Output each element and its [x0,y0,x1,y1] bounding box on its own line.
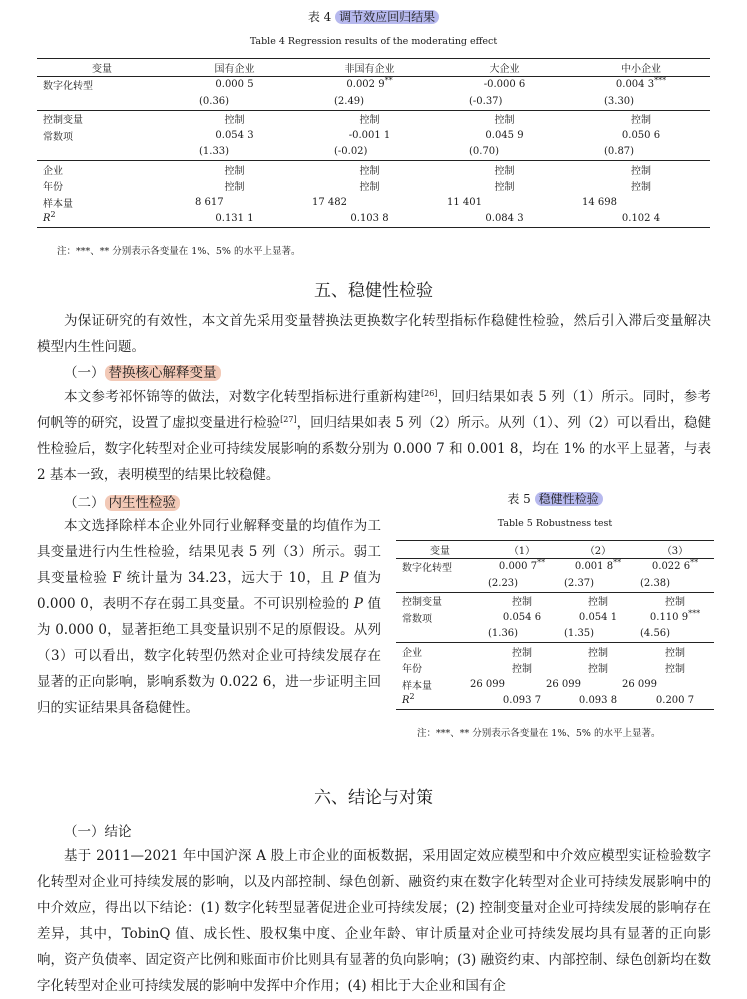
table-cell: 14 698 [582,196,617,208]
section5-sub2-paragraph: 本文选择除样本企业外同行业解释变量的均值作为工具变量进行内生性检验，结果见表 5 列（3）所示。弱工具变量检验 F 统计量为 34.23，远大于 10，且 P 值为 0.000 0，表明不存在弱工具变量。不可识别检验的 P 值为 0.000 0，显著拒绝工具变量识别不足的原假设。从列（3）可以看出，数字化转型仍然对企业可持续发展存在显著的正向影响，影响系数为 0.022 6，进一步证明主回归的实证结果具备稳健性。 [37,518,381,716]
table-cell: 26 099 [470,678,505,690]
table-cell: 0.022 6** [651,558,699,573]
table-cell: 0.102 4 [572,211,710,228]
table4-header-row [37,59,710,77]
table-cell: -0.000 6 [483,79,526,91]
table-row [396,676,714,693]
table-cell: 控制 [588,664,608,676]
table5 [396,540,714,710]
table-row [37,194,710,211]
table-cell: 0.004 3*** [615,76,667,91]
table-cell: 0.054 3 [215,129,254,141]
table-cell: 控制 [437,110,572,127]
table-cell: (3.30) [604,95,635,107]
table-cell: 26 099 [546,678,581,690]
table-cell: 控制 [224,182,245,194]
table-row [37,93,710,110]
table-cell: (-0.37) [469,95,503,107]
table-cell: 企业 [37,161,167,178]
table-cell: 常数项 [43,131,73,143]
table-cell: 控制变量 [37,110,167,127]
table-cell: 数字化转型 [402,563,452,575]
table-row [37,110,710,127]
section5-intro: 为保证研究的有效性，本文首先采用变量替换法更换数字化转型指标作稳健性检验，然后引入滞后变量解决模型内生性问题。 [37,313,711,355]
table4-header: 中小企业 [572,59,710,77]
table5-header: （1） [484,541,560,559]
table-row [396,643,714,660]
table-cell: 控制 [636,643,714,660]
table-row [396,558,714,575]
table-cell: 11 401 [447,196,482,208]
table4-label: 表 4 [307,10,332,24]
table-cell: (2.23) [488,577,519,589]
table-row [37,161,710,178]
table-cell: 控制变量 [396,592,484,609]
table-cell: (1.36) [488,628,519,640]
table-cell: 常数项 [402,613,432,625]
table5-label: 表 5 [507,492,531,506]
table-cell: 0.103 8 [302,211,437,228]
table-cell: 控制 [560,592,636,609]
table-cell: (2.37) [564,577,595,589]
section6-title: 六、结论与对策 [314,788,433,808]
table-cell: 控制 [560,643,636,660]
table-cell: 0.002 9** [346,76,393,91]
table-cell: 0.093 8 [560,693,636,710]
table4-caption [0,8,747,25]
section5-title: 五、稳健性检验 [314,281,433,301]
table-row [37,76,710,93]
table-cell: 0.000 5 [215,79,254,91]
table-cell: 控制 [512,664,532,676]
table-row [396,592,714,609]
table-cell: 企业 [396,643,484,660]
table-cell: (0.87) [604,146,635,158]
section5-sub2-heading: （二） 内生性检验 [64,491,180,511]
table-cell: (-0.02) [334,146,368,158]
table-cell: 控制 [302,110,437,127]
table4-header: 非国有企业 [302,59,437,77]
table-cell: $R^2$ [396,693,484,710]
table-cell: 0.045 9 [485,129,524,141]
table-row [37,144,710,161]
table4 [37,58,710,228]
table5-caption [396,490,714,507]
table5-title: 稳健性检验 [535,492,603,506]
table-cell: 0.001 8** [574,558,622,573]
table4-header: 大企业 [437,59,572,77]
table-cell: 0.050 6 [621,129,661,141]
table-cell: 0.093 7 [484,693,560,710]
table-cell: 控制 [167,110,302,127]
table-cell: 0.054 1 [578,611,618,623]
table-row [396,693,714,710]
table-cell: 控制 [572,161,710,178]
table-cell: 样本量 [402,680,432,692]
section5-sub1-title: 替换核心解释变量 [105,365,221,381]
table-cell: 控制 [631,182,651,194]
table-cell: (1.33) [199,146,230,158]
table-row [396,575,714,592]
table-cell: 0.000 7** [498,558,546,573]
table-cell: 数字化转型 [43,81,93,93]
table-cell: 0.131 1 [167,211,302,228]
table4-header: 国有企业 [167,59,302,77]
table-cell: 0.054 6 [502,611,542,623]
table5-note: 注：***、** 分别表示各变量在 1%、5% 的水平上显著。 [417,728,661,739]
table-row [37,178,710,195]
table-cell: 0.110 9*** [649,608,701,623]
section5-sub2-title: 内生性检验 [105,495,181,511]
table-row [396,626,714,643]
section5-sub1-paragraph: 本文参考祁怀锦等的做法，对数字化转型指标进行重新构建[26]，回归结果如表 5 列（1）所示。同时，参考何帆等的研究，设置了虚拟变量进行检验[27]，回归结果如表 5 列（2）所示。从列（1）、列（2）可以看出，稳健性检验后，数字化转型对企业可持续发展影响的系数分别为 0.000 7 和 0.001 8，均在 1% 的水平上显著，与表 2 基本一致，表明模型的结果比较稳健。 [37,389,711,483]
table-cell: (0.70) [469,146,500,158]
table-cell: 控制 [572,110,710,127]
table-row [396,609,714,626]
table5-header-row [396,541,714,559]
table-row [37,211,710,228]
table-cell: 控制 [484,643,560,660]
table4-title: 调节效应回归结果 [335,10,439,24]
table-cell: 控制 [302,161,437,178]
table4-header: 变量 [37,59,167,77]
section6-paragraph: 基于 2011—2021 年中国沪深 A 股上市企业的面板数据，采用固定效应模型和中介效应模型实证检验数字化转型对企业可持续发展的影响，以及内部控制、绿色创新、融资约束在数字化转型对企业可持续发展影响中的中介效应，得出以下结论：(1) 数字化转型显著促进企业可持续发展；(2) 控制变量对企业可持续发展的影响存在差异，其中，TobinQ 值、成长性、股权集中度、企业年龄、审计质量对企业可持续发展均具有显著的正向影响，资产负债率、固定资产比例和账面市价比则具有显著的负向影响；(3) 融资约束、内部控制、绿色创新均在数字化转型对企业可持续发展的影响中发挥中介作用；(4) 相比于大企业和国有企 [37,848,711,994]
table-cell: 控制 [494,182,515,194]
table-row [37,127,710,144]
table-cell: 年份 [43,182,63,194]
table-cell: (2.38) [640,577,671,589]
table5-header: 变量 [396,541,484,559]
table-cell: 0.200 7 [636,693,714,710]
table-cell: -0.001 1 [348,129,391,141]
section6-sub1-heading: （一）结论 [64,824,132,840]
table-cell: (4.56) [640,628,671,640]
table5-header: （3） [636,541,714,559]
table-cell: 控制 [636,592,714,609]
table5-header: （2） [560,541,636,559]
table-cell: 样本量 [43,198,73,210]
table-cell: 26 099 [622,678,657,690]
table-cell: (1.35) [564,628,595,640]
table-cell: 控制 [437,161,572,178]
table-cell: 控制 [665,664,685,676]
table-cell: 8 617 [195,196,224,208]
table-cell: 控制 [484,592,560,609]
table-cell: 控制 [167,161,302,178]
table4-note: 注：***、** 分别表示各变量在 1%、5% 的水平上显著。 [57,246,301,257]
section5-sub1-heading: （一） 替换核心解释变量 [64,361,221,381]
table-cell: 控制 [359,182,380,194]
table-cell: $R^2$ [37,211,167,228]
table-cell: 0.084 3 [437,211,572,228]
table4-title-en: Table 4 Regression results of the moderating effect [249,36,498,47]
section6-sub1-title: 结论 [104,824,132,840]
table-row [396,660,714,677]
table5-title-en: Table 5 Robustness test [497,518,613,529]
table-cell: (2.49) [334,95,365,107]
table-cell: (0.36) [199,95,230,107]
table-cell: 年份 [402,664,422,676]
table-cell: 17 482 [312,196,347,208]
